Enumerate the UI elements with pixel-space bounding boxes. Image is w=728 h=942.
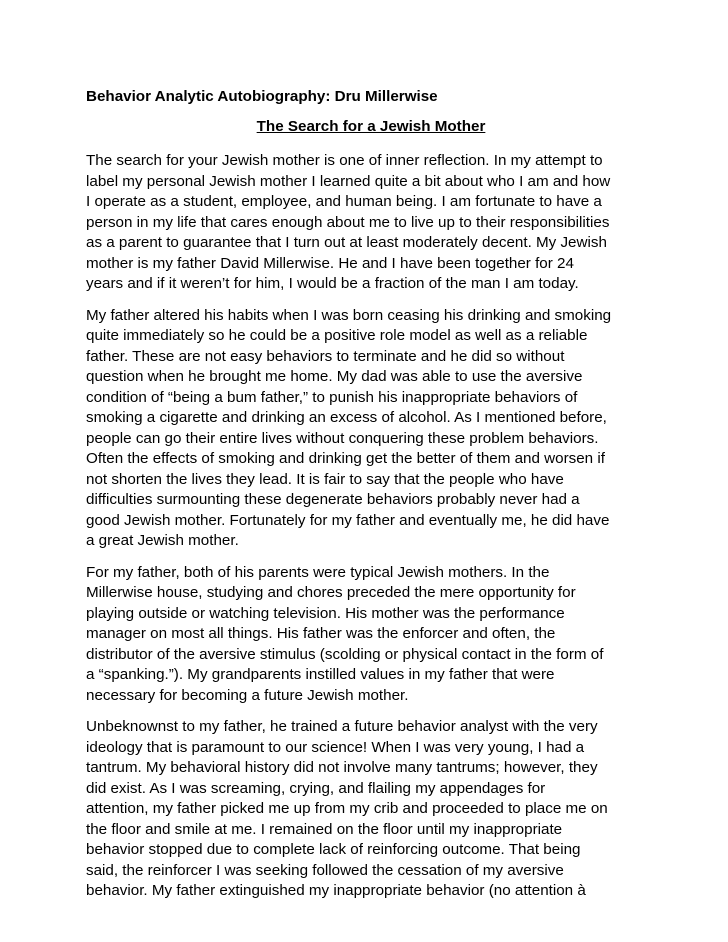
- text-line: years and if it weren’t for him, I would be a fraction of the man I am today.: [86, 275, 579, 292]
- text-line: My father altered his habits when I was born ceasing his drinking and smoking: [86, 306, 612, 324]
- text-line: quite immediately so he could be a positive role model as well as a reliable: [86, 327, 588, 344]
- text-line: ideology that is paramount to our science! When I was very young, I had a: [86, 738, 585, 756]
- text-line: condition of “being a bum father,” to punish his inappropriate behaviors of: [86, 388, 578, 406]
- text-line: mother is my father David Millerwise. He and I have been together for 24: [86, 254, 574, 272]
- text-line: people can go their entire lives without conquering these problem behaviors.: [86, 429, 599, 447]
- text-line: manager on most all things. His father was the enforcer and often, the: [86, 625, 556, 642]
- text-line: good Jewish mother. Fortunately for my father and eventually me, he did have: [86, 511, 610, 529]
- paragraph-3: [86, 563, 656, 707]
- text-line: not shorten the lives they lead. It is fair to say that the people who have: [86, 470, 564, 488]
- paragraph-2: [86, 306, 656, 552]
- text-line: did exist. As I was screaming, crying, and flailing my appendages for: [86, 779, 546, 797]
- text-line: a great Jewish mother.: [86, 532, 239, 549]
- text-line: smoking a cigarette and drinking an excess of alcohol. As I mentioned before,: [86, 409, 607, 426]
- text-line: For my father, both of his parents were typical Jewish mothers. In the: [86, 563, 550, 581]
- text-line: father. These are not easy behaviors to terminate and he did so without: [86, 347, 565, 365]
- text-line: The search for your Jewish mother is one of inner reflection. In my attempt to: [86, 152, 603, 169]
- text-line: behavior stopped due to complete lack of reinforcing outcome. That being: [86, 841, 581, 858]
- text-line: difficulties surmounting these degenerate behaviors probably never had a: [86, 491, 580, 508]
- document-body: [86, 86, 656, 902]
- text-line: distributor of the aversive stimulus (scolding or physical contact in the form of: [86, 645, 604, 663]
- paragraph-4: [86, 717, 656, 902]
- text-line: attention, my father picked me up from my crib and proceeded to place me on: [86, 800, 608, 817]
- text-line: tantrum. My behavioral history did not involve many tantrums; however, they: [86, 759, 598, 776]
- text-line: question when he brought me home. My dad was able to use the aversive: [86, 368, 583, 385]
- text-line: person in my life that cares enough about me to live up to their responsibilities: [86, 213, 610, 231]
- text-line: behavior. My father extinguished my inappropriate behavior (no attention à: [86, 882, 586, 899]
- text-line: Unbeknownst to my father, he trained a future behavior analyst with the very: [86, 718, 598, 735]
- text-line: said, the reinforcer I was seeking followed the cessation of my aversive: [86, 861, 564, 879]
- text-line: necessary for becoming a future Jewish mother.: [86, 686, 409, 704]
- paragraph-1: [86, 151, 656, 295]
- text-line: label my personal Jewish mother I learned quite a bit about who I am and how: [86, 172, 611, 190]
- document-title: Behavior Analytic Autobiography: Dru Millerwise: [86, 88, 438, 105]
- text-line: Often the effects of smoking and drinking get the better of them and worsen if: [86, 450, 605, 467]
- text-line: playing outside or watching television. His mother was the performance: [86, 604, 565, 622]
- text-line: as a parent to guarantee that I turn out at least moderately decent. My Jewish: [86, 234, 607, 251]
- text-line: I operate as a student, employee, and human being. I am fortunate to have a: [86, 193, 602, 210]
- text-line: Millerwise house, studying and chores preceded the mere opportunity for: [86, 584, 576, 601]
- text-line: a “spanking.”). My grandparents instilled values in my father that were: [86, 666, 555, 683]
- text-line: the floor and smile at me. I remained on the floor until my inappropriate: [86, 820, 563, 838]
- document-subtitle: The Search for a Jewish Mother: [256, 118, 486, 135]
